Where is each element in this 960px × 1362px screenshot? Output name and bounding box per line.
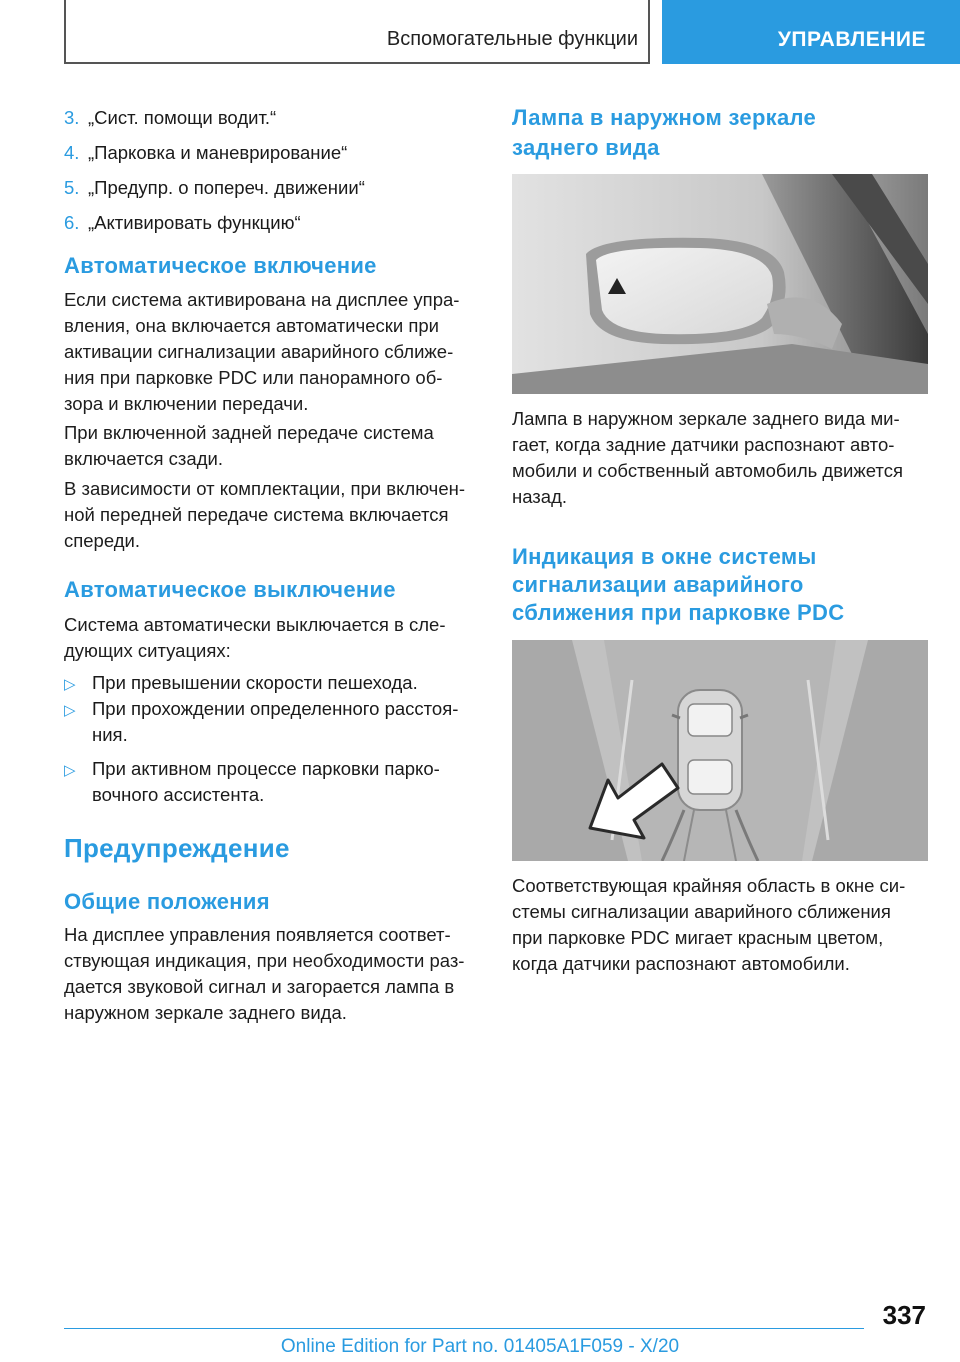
text-line: спереди. bbox=[64, 530, 140, 551]
list-item bbox=[64, 140, 478, 175]
mirror-heading bbox=[512, 103, 928, 163]
list-item-text: „Парковка и маневрирование“ bbox=[88, 142, 348, 163]
text-line: активации сигнализации аварийного сближе- bbox=[64, 341, 454, 362]
text-line: Если система активирована на дисплее упра- bbox=[64, 289, 460, 310]
list-item-number: 5. bbox=[64, 177, 80, 198]
pdc-display-image bbox=[512, 640, 928, 861]
bullet-triangle-icon: ▷ bbox=[64, 702, 76, 719]
list-item-number: 4. bbox=[64, 142, 80, 163]
text-line: При активном процессе парковки парко- bbox=[92, 758, 440, 779]
text-line: Система автоматически выключается в сле- bbox=[64, 614, 446, 635]
text-line: когда датчики распознают автомобили. bbox=[512, 953, 850, 974]
mirror-caption bbox=[512, 406, 928, 510]
footer-divider bbox=[64, 1328, 864, 1329]
list-item-number: 3. bbox=[64, 107, 80, 128]
text-line: дующих ситуациях: bbox=[64, 640, 231, 661]
list-item-text: „Активировать функцию“ bbox=[88, 212, 301, 233]
heading-line: Лампа в наружном зеркале bbox=[512, 105, 817, 130]
text-line: наружном зеркале заднего вида. bbox=[64, 1002, 347, 1023]
header-chapter-tab[interactable] bbox=[662, 0, 960, 64]
text-line: при парковке PDC мигает красным цветом, bbox=[512, 927, 884, 948]
heading-line: заднего вида bbox=[512, 135, 660, 160]
list-item bbox=[64, 175, 478, 210]
text-line: назад. bbox=[512, 486, 568, 507]
text-line: вления, она включается автоматически при bbox=[64, 315, 439, 336]
header-section-title: Вспомогательные функции bbox=[386, 28, 638, 50]
auto-off-intro bbox=[64, 612, 478, 664]
auto-on-paragraph-2 bbox=[64, 420, 478, 472]
header-chapter-label: УПРАВЛЕНИЕ bbox=[777, 28, 926, 51]
text-line: вочного ассистента. bbox=[92, 784, 265, 805]
warning-paragraph bbox=[64, 922, 478, 1026]
page-number: 337 bbox=[882, 1300, 926, 1330]
text-line: ной передней передаче система включается bbox=[64, 504, 449, 525]
mirror-image bbox=[512, 174, 928, 394]
header-section-box bbox=[64, 0, 650, 64]
text-line: гает, когда задние датчики распознают авто- bbox=[512, 434, 895, 455]
text-line: ния. bbox=[92, 724, 128, 745]
text-line: ствующая индикация, при необходимости раз- bbox=[64, 950, 465, 971]
list-item-number: 6. bbox=[64, 212, 80, 233]
text-line: При превышении скорости пешехода. bbox=[92, 672, 418, 693]
warning-heading: Предупреждение bbox=[64, 833, 290, 863]
text-line: дается звуковой сигнал и загорается лампа в bbox=[64, 976, 455, 997]
pdc-caption bbox=[512, 873, 928, 977]
text-line: Соответствующая крайняя область в окне си- bbox=[512, 875, 906, 896]
heading-line: Индикация в окне системы bbox=[512, 544, 817, 569]
auto-on-heading: Автоматическое включение bbox=[64, 253, 377, 278]
mirror-illustration bbox=[512, 174, 928, 394]
list-item bbox=[64, 105, 478, 140]
text-line: При включенной задней передаче система bbox=[64, 422, 434, 443]
text-line: мобили и собственный автомобиль движется bbox=[512, 460, 903, 481]
text-line: При прохождении определенного расстоя- bbox=[92, 698, 459, 719]
pdc-illustration bbox=[512, 640, 928, 861]
auto-on-paragraph-3 bbox=[64, 476, 478, 554]
heading-line: сближения при парковке PDC bbox=[512, 600, 845, 625]
text-line: ния при парковке PDC или панорамного об- bbox=[64, 367, 443, 388]
numbered-list bbox=[64, 105, 478, 245]
general-subheading: Общие положения bbox=[64, 889, 270, 914]
auto-off-heading: Автоматическое выключение bbox=[64, 577, 396, 602]
list-item-text: „Сист. помощи водит.“ bbox=[88, 107, 277, 128]
heading-line: сигнализации аварийного bbox=[512, 572, 804, 597]
pdc-heading bbox=[512, 543, 928, 627]
text-line: включается сзади. bbox=[64, 448, 223, 469]
text-line: Лампа в наружном зеркале заднего вида ми- bbox=[512, 408, 900, 429]
footer-edition-text: Online Edition for Part no. 01405A1F059 - X/20 bbox=[280, 1336, 680, 1357]
text-line: зора и включении передачи. bbox=[64, 393, 309, 414]
list-item-text: „Предупр. о попереч. движении“ bbox=[88, 177, 365, 198]
bullet-triangle-icon: ▷ bbox=[64, 762, 76, 779]
list-item bbox=[64, 210, 478, 245]
text-line: стемы сигнализации аварийного сближения bbox=[512, 901, 891, 922]
auto-on-paragraph-1 bbox=[64, 287, 478, 417]
text-line: На дисплее управления появляется соответ- bbox=[64, 924, 451, 945]
text-line: В зависимости от комплектации, при включен- bbox=[64, 478, 465, 499]
bullet-triangle-icon: ▷ bbox=[64, 676, 76, 693]
